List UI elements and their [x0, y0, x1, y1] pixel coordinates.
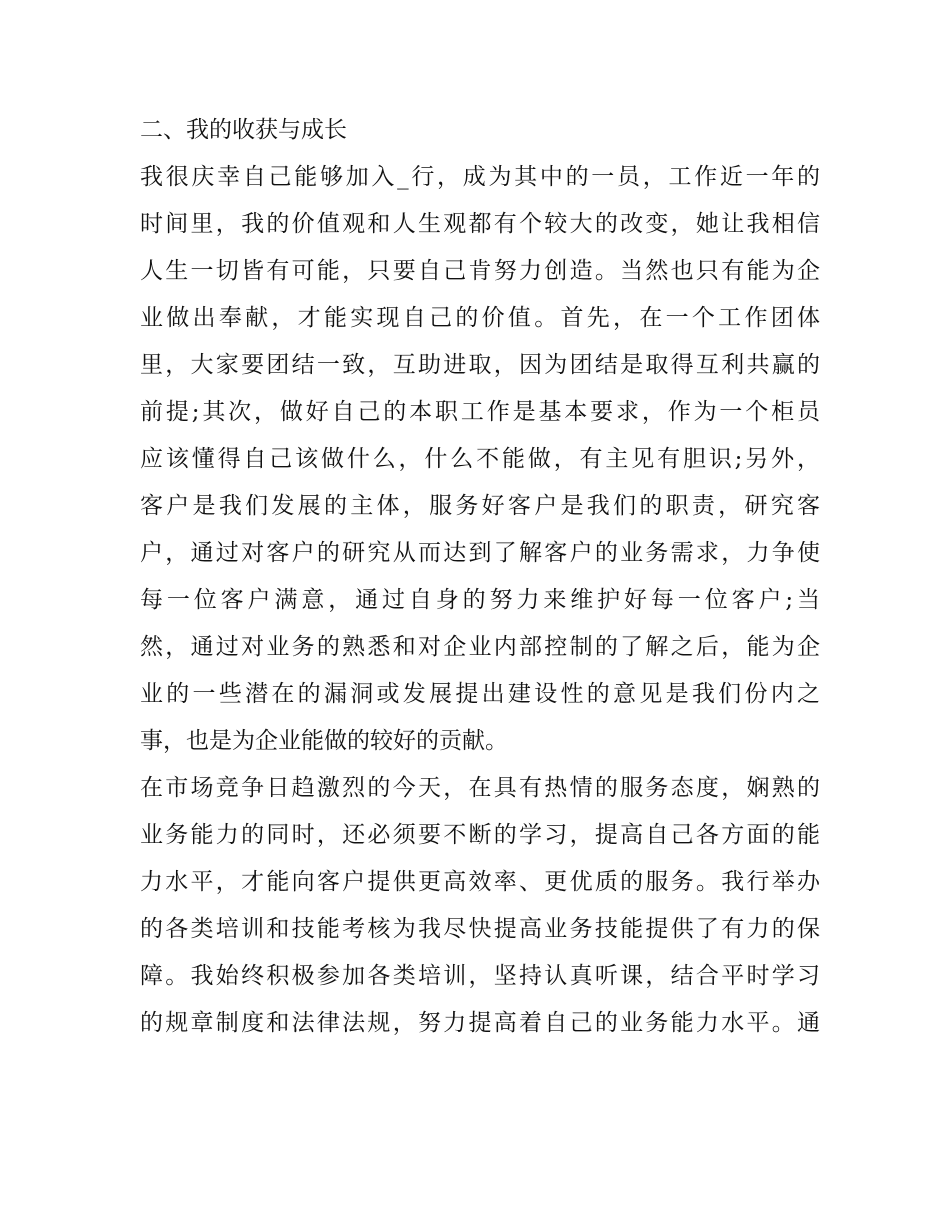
paragraph-line: 障。我始终积极参加各类培训，坚持认真听课，结合平时学习	[140, 963, 820, 989]
paragraph-line: 人生一切皆有可能，只要自己肯努力创造。当然也只有能为企	[140, 258, 820, 284]
paragraph-line: 在市场竞争日趋激烈的今天，在具有热情的服务态度，娴熟的	[140, 775, 820, 801]
paragraph-line: 力水平，才能向客户提供更高效率、更优质的服务。我行举办	[140, 869, 820, 895]
paragraph-line: 应该懂得自己该做什么，什么不能做，有主见有胆识;另外，	[140, 446, 820, 472]
paragraph-line: 里，大家要团结一致，互助进取，因为团结是取得互利共赢的	[140, 352, 820, 378]
document-body	[140, 112, 820, 1052]
paragraph-line: 事，也是为企业能做的较好的贡献。	[140, 728, 508, 754]
paragraph-line: 客户是我们发展的主体，服务好客户是我们的职责，研究客	[140, 493, 820, 519]
paragraph-line: 每一位客户满意，通过自身的努力来维护好每一位客户;当	[140, 587, 820, 613]
paragraph-line: 业的一些潜在的漏洞或发展提出建设性的意见是我们份内之	[140, 681, 820, 707]
section-heading: 二、我的收获与成长	[140, 117, 347, 143]
paragraph-line: 的各类培训和技能考核为我尽快提高业务技能提供了有力的保	[140, 916, 820, 942]
paragraph-line: 我很庆幸自己能够加入_行，成为其中的一员，工作近一年的	[140, 164, 820, 190]
paragraph-1	[140, 159, 820, 770]
paragraph-line: 时间里，我的价值观和人生观都有个较大的改变，她让我相信	[140, 211, 820, 237]
paragraph-line: 然，通过对业务的熟悉和对企业内部控制的了解之后，能为企	[140, 634, 820, 660]
paragraph-2	[140, 770, 820, 1052]
paragraph-line: 户，通过对客户的研究从而达到了解客户的业务需求，力争使	[140, 540, 820, 566]
paragraph-line: 前提;其次，做好自己的本职工作是基本要求，作为一个柜员	[140, 399, 820, 425]
paragraph-line: 业务能力的同时，还必须要不断的学习，提高自己各方面的能	[140, 822, 820, 848]
paragraph-line: 的规章制度和法律法规，努力提高着自己的业务能力水平。通	[140, 1010, 820, 1036]
paragraph-line: 业做出奉献，才能实现自己的价值。首先，在一个工作团体	[140, 305, 820, 331]
